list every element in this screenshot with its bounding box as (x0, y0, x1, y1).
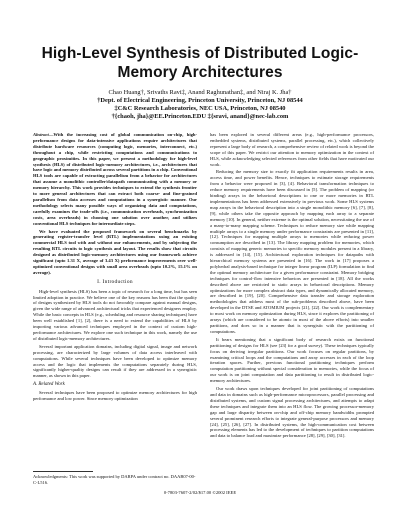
paper-title: High-Level Synthesis of Distributed Logic-Memory Architectures (41, 45, 359, 81)
affiliation-2: ‡C&C Research Laboratories, NEC USA, Princeton, NJ 08540 (114, 105, 286, 112)
related-work-paragraph: Several techniques have been proposed to optimize memory architectures for high performance and low power. Since memory optimization (33, 390, 197, 402)
intro-paragraph-1: High-level synthesis (HLS) has been a topic of research for a long time, but has seen limited adoption in practice. We believe one of the key reasons has been that the quality of designs synthesized by HLS tools do not favorably compare against manual designs, given the wide range of advanced architectural tricks that experienced designers employ. While the basic concepts in HLS (e.g., scheduling and resource sharing techniques) have been well established [1], [2], there is a need to extend the capabilities of HLS by importing various advanced techniques employed in the context of custom high-performance architectures. We explore one such technique in this work, namely the use of distributed logic-memory architectures. (33, 288, 197, 341)
affiliation-1: †Dept. of Electrical Engineering, Princeton University, Princeton, NJ 08544 (97, 97, 303, 104)
abstract-text: With the increasing cost of global communication on-chip, high-performance designs for data-intensive applications require architectures that distribute hardware resources (computing logic, memories, interconnect, etc.) throughout a chip, while restricting computations and communications to geographic proximities. In this paper, we present a methodology for high-level synthesis (HLS) of distributed logic-memory architectures, i.e., architectures that have logic and memory distributed across several partitions in a chip. Conventional HLS tools are capable of extracting parallelism from a behavior for architectures that assume a monolithic controller/datapath communicating with a memory or memory hierarchy. This work provides techniques to extend the synthesis frontier to more general architectures that can extract both coarse- and fine-grained parallelism from data accesses and computations in a synergistic manner. Our methodology selects many possible ways of organizing data and computations, carefully examines the trade-offs (i.e., communication overheads, synchronization costs, area overheads) in choosing one solution over another, and utilizes conventional HLS techniques for intermediate steps. (33, 132, 197, 226)
copyright-footer: 0-7803-7607-2/02/$17.00 ©2002 IEEE (163, 490, 237, 495)
intro-paragraph-2: Several important application domains, including digital signal, image and network processing, are characterized by large volumes of data access interleaved with computations. While several techniques have been developed to optimize memory access and the logic that implements the computations separately during HLS, significantly higher-quality designs can result if they are addressed in a synergistic manner, as shown in this paper. (33, 343, 197, 379)
abstract (33, 132, 197, 227)
abstract-paragraph-2: We have evaluated the proposed framework on several benchmarks by generating register-transfer level (RTL) implementations using an existing commercial HLS tool with and without our enhancements, and by subjecting the resulting RTL circuits to logic synthesis and layout. The results show that circuits designed as distributed logic-memory architectures using our framework achieve significant (upto 1.31 X, average of 3.43 X) performance improvements over well-optimized conventional designs with small area overheads (upto 10.2%, 15.1% on average). (33, 228, 197, 275)
right-paragraph-4: Our work draws upon techniques developed for joint partitioning of computations and data in domains such as high-performance microprocessors, parallel processing and distributed systems, and custom signal processing architectures, and attempts to adapt these techniques and integrate them into an HLS flow. The growing processor-memory gap and large disparity between on-chip and off-chip memory bandwidths prompted several prominent research efforts to integrate general-purpose processors and memory [24], [25], [26], [27]. In distributed systems, the high-communication cost between processing elements has led to the development of techniques to partition computations and data to balance load and maximize performance [28], [29], [30], [31]. (210, 386, 374, 439)
acknowledgment-footnote: Acknowledgments: This work was supported by DARPA under contract no. DAAB07-00-C-L516. (33, 474, 196, 485)
footnote-rule (33, 471, 93, 472)
abstract-label: Abstract— (33, 132, 54, 137)
section-heading-introduction: I. Introduction (97, 278, 133, 285)
emails: †{chaoh, jha}@EE.Princeton.EDU ‡{sravi, anand}@nec-lab.com (111, 113, 289, 120)
right-paragraph-3: It bears mentioning that a significant body of research exists on functional partitioning of designs for HLS (see [23] for a good survey). These techniques typically focus on deriving irregular partitions. Our work focuses on regular partitions, by examining critical loops and the computations and array accesses in each of the loop iteration spaces. Further, previous functional partitioning techniques perform computation partitioning without special consideration to memories, while the focus of our work is on joint computation and data partitioning to result in distributed logic-memory architectures. (210, 336, 374, 384)
author-block (40, 89, 360, 121)
right-column (210, 132, 374, 441)
authors: Chao Huang†, Srivaths Ravi‡, Anand Raghunathan‡, and Niraj K. Jha† (108, 89, 292, 96)
right-paragraph-1: has been explored in several different areas (e.g., high-performance processors, embedded systems, distributed systems, parallel processing, etc.), which collectively represent a large body of research, a comprehensive review of related work is beyond the scope of this paper. We restrict our attention to memory optimization in the context of HLS, while acknowledging selected references from other fields that have motivated our work. (210, 132, 374, 167)
left-column (33, 132, 197, 404)
subsection-related-work: A. Related Work (33, 382, 65, 388)
right-paragraph-2: Reducing the memory size to exactly fit application requirements results in area, access time, and power benefits. Hence, techniques to estimate storage requirements from a behavior were proposed in [3], [4]. Behavioral transformation techniques to reduce memory requirements have been discussed in [5]. The problem of mapping (or binding) arrays in the behavioral descriptions to one or more memories in RTL implementations has been addressed extensively in previous work. Some HLS systems map arrays in the behavioral description into a single monolithic memory [6], [7], [8], [9], while others take the opposite approach by mapping each array to a separate memory [10]. In general, neither extreme is the optimal solution, necessitating the use of a many-to-many mapping scheme. Techniques to reduce memory size while mapping multiple arrays to a single memory under performance constraints are presented in [11], [12]. Techniques for mapping multiple arrays to memories while reducing power consumption are described in [13]. The library mapping problem for memories, which consists of mapping generic memories to specific memory modules present in a library, is addressed in [14], [15]. Architectural exploration techniques for datapaths with hierarchical memory systems are presented in [16]. The work in [17] proposes a polyhedral analysis-based technique for integer linear program (ILP) formulation to find the optimal memory architecture for a given performance constraint. Memory bridging techniques for control-flow intensive behaviors are presented in [18]. All the works described above are restricted to static arrays in behavioral descriptions. Memory optimizations for more complex abstract data types, and dynamically allocated memory, are described in [19], [20]. Comprehensive data transfer and storage exploration methodologies that address most of the sub-problems described above, have been developed in the DTSE and ATOMIUM projects [21], [22]. Our work is complementary to most work on memory optimization during HLS, since it explores the partitioning of arrays (which are considered to be atomic in most of the above efforts) into smaller partitions, and does so in a manner that is synergistic with the partitioning of computations. (210, 169, 374, 334)
